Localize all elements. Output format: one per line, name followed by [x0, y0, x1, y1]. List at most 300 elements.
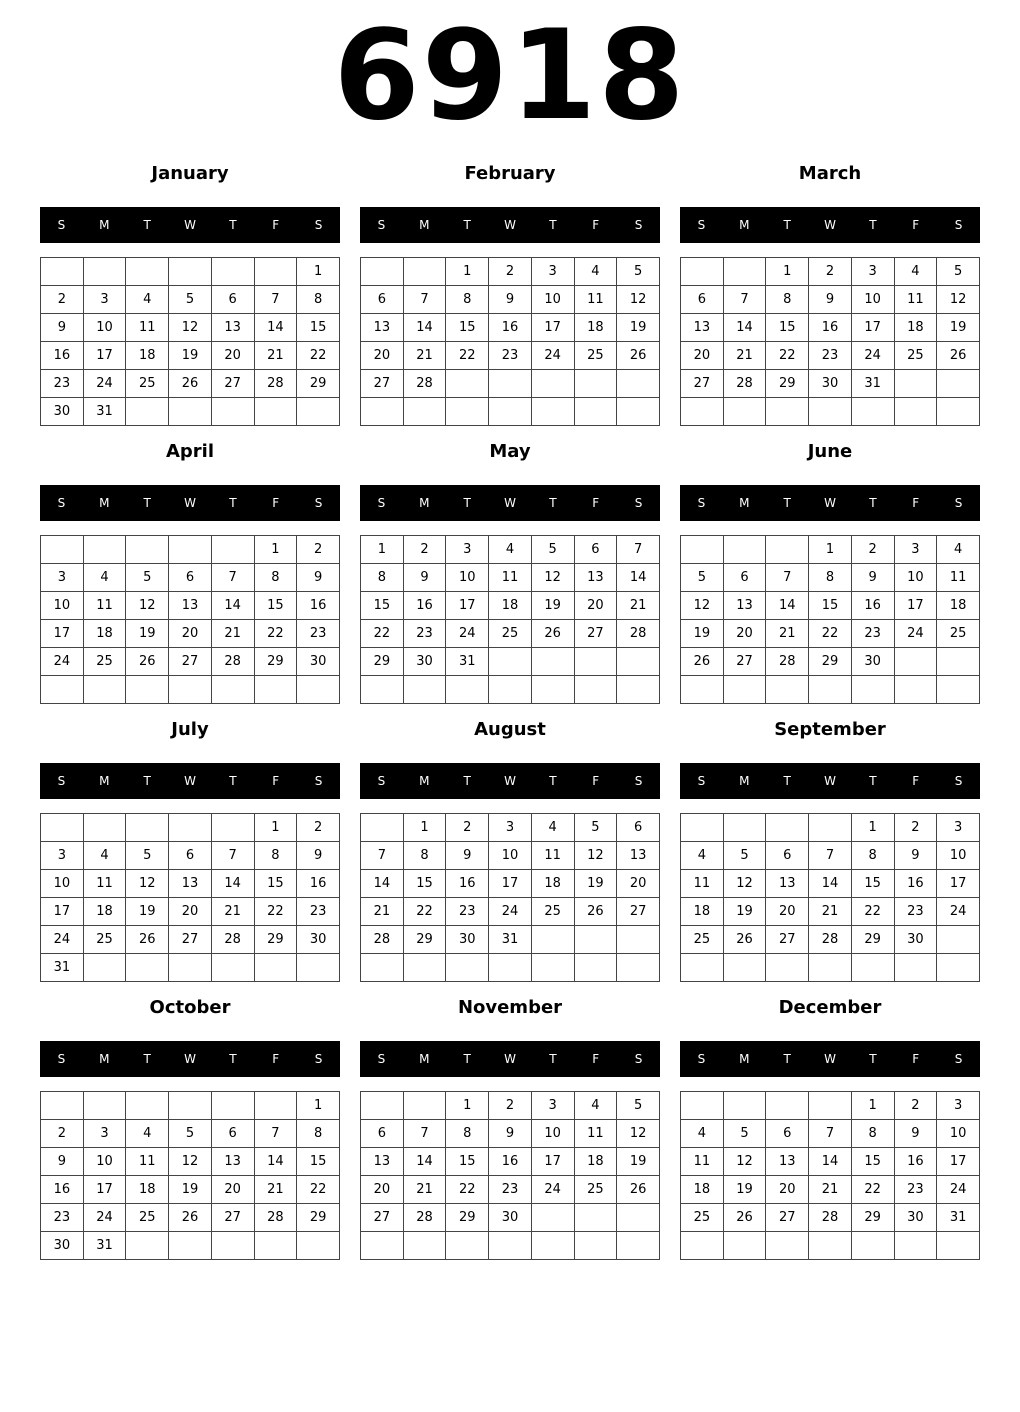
day-cell: 16 [894, 870, 937, 898]
day-cell: 20 [574, 592, 617, 620]
day-cell: 20 [723, 620, 766, 648]
day-cell: 17 [83, 342, 126, 370]
day-cell: 1 [254, 814, 297, 842]
month-january [40, 156, 340, 432]
day-cell [126, 676, 169, 704]
day-cell: 13 [361, 1148, 404, 1176]
day-cell [83, 258, 126, 286]
day-cell: 3 [937, 1092, 980, 1120]
day-cell: 6 [723, 564, 766, 592]
day-cell [574, 676, 617, 704]
day-cell: 30 [41, 1232, 84, 1260]
month-title: December [778, 997, 882, 1018]
week-row [681, 842, 980, 870]
day-cell: 7 [723, 286, 766, 314]
week-row [41, 620, 340, 648]
day-cell: 24 [446, 620, 489, 648]
weekday-header [360, 485, 660, 521]
day-cell: 23 [489, 1176, 532, 1204]
day-cell: 26 [126, 648, 169, 676]
day-cell: 20 [211, 1176, 254, 1204]
weekday-label: W [184, 218, 196, 232]
week-row [41, 898, 340, 926]
day-cell [361, 676, 404, 704]
day-cell [169, 536, 212, 564]
day-cell: 29 [446, 1204, 489, 1232]
week-row [361, 1176, 660, 1204]
day-cell: 2 [403, 536, 446, 564]
day-cell: 29 [254, 926, 297, 954]
weekday-label: M [739, 496, 750, 510]
day-grid [40, 1091, 340, 1260]
day-cell: 13 [766, 870, 809, 898]
day-cell: 2 [446, 814, 489, 842]
day-cell: 8 [297, 1120, 340, 1148]
day-cell [894, 648, 937, 676]
weekday-label: M [419, 496, 430, 510]
day-cell: 10 [851, 286, 894, 314]
weekday-header [360, 1041, 660, 1077]
day-cell [403, 398, 446, 426]
day-cell: 1 [809, 536, 852, 564]
week-row [361, 842, 660, 870]
weekday-label: T [549, 218, 557, 232]
weekday-label: F [592, 774, 600, 788]
day-grid [680, 1091, 980, 1260]
day-cell: 23 [489, 342, 532, 370]
week-row [41, 398, 340, 426]
weekday-label: W [184, 774, 196, 788]
day-cell: 5 [617, 258, 660, 286]
day-cell [41, 536, 84, 564]
day-cell: 24 [489, 898, 532, 926]
week-row [681, 314, 980, 342]
day-cell: 8 [766, 286, 809, 314]
weekday-label: W [824, 218, 836, 232]
day-cell: 7 [809, 842, 852, 870]
weekday-label: S [634, 1052, 643, 1066]
day-cell: 24 [531, 342, 574, 370]
day-cell: 10 [531, 286, 574, 314]
day-cell: 15 [403, 870, 446, 898]
day-cell: 8 [446, 286, 489, 314]
weekday-label: W [184, 1052, 196, 1066]
day-cell: 15 [851, 870, 894, 898]
day-cell: 20 [361, 1176, 404, 1204]
day-cell: 31 [41, 954, 84, 982]
day-cell [297, 398, 340, 426]
day-cell: 11 [894, 286, 937, 314]
day-cell: 25 [937, 620, 980, 648]
day-cell [126, 1232, 169, 1260]
day-cell: 22 [297, 342, 340, 370]
day-cell [681, 676, 724, 704]
day-cell [766, 1092, 809, 1120]
day-cell: 4 [126, 286, 169, 314]
day-cell: 21 [617, 592, 660, 620]
day-cell [489, 370, 532, 398]
day-cell: 22 [766, 342, 809, 370]
day-cell [574, 370, 617, 398]
day-cell: 16 [41, 1176, 84, 1204]
weekday-label: S [954, 774, 963, 788]
day-cell [361, 398, 404, 426]
day-cell: 5 [723, 1120, 766, 1148]
day-cell: 21 [809, 898, 852, 926]
weekday-label: F [592, 218, 600, 232]
weekday-label: M [739, 1052, 750, 1066]
day-cell [937, 370, 980, 398]
day-cell: 8 [403, 842, 446, 870]
day-cell: 14 [361, 870, 404, 898]
day-cell: 15 [254, 870, 297, 898]
month-july [40, 712, 340, 988]
day-cell: 24 [83, 1204, 126, 1232]
day-cell: 3 [531, 1092, 574, 1120]
weekday-label: M [419, 1052, 430, 1066]
month-title: November [457, 997, 563, 1018]
weekday-label: T [463, 1052, 471, 1066]
day-cell [211, 536, 254, 564]
weekday-label: T [549, 1052, 557, 1066]
day-cell: 27 [766, 1204, 809, 1232]
day-cell [254, 954, 297, 982]
day-cell: 12 [126, 870, 169, 898]
day-cell: 25 [574, 342, 617, 370]
day-cell [766, 1232, 809, 1260]
day-cell: 3 [894, 536, 937, 564]
day-cell [574, 648, 617, 676]
week-row [41, 1148, 340, 1176]
day-cell: 2 [489, 1092, 532, 1120]
day-cell: 18 [489, 592, 532, 620]
day-cell: 20 [211, 342, 254, 370]
day-cell: 18 [937, 592, 980, 620]
day-cell: 3 [41, 564, 84, 592]
weekday-label: S [697, 774, 706, 788]
day-cell: 9 [489, 1120, 532, 1148]
day-cell [446, 676, 489, 704]
day-cell [937, 398, 980, 426]
day-cell: 16 [41, 342, 84, 370]
day-cell: 22 [361, 620, 404, 648]
day-cell: 10 [937, 1120, 980, 1148]
day-cell: 14 [809, 870, 852, 898]
day-cell [361, 954, 404, 982]
weekday-label: T [869, 496, 877, 510]
day-cell: 4 [681, 842, 724, 870]
day-cell: 31 [446, 648, 489, 676]
day-cell: 3 [937, 814, 980, 842]
day-cell: 13 [617, 842, 660, 870]
day-cell: 4 [83, 564, 126, 592]
day-cell [894, 398, 937, 426]
day-cell: 16 [851, 592, 894, 620]
day-cell: 5 [937, 258, 980, 286]
day-cell: 23 [894, 898, 937, 926]
weekday-label: T [549, 774, 557, 788]
day-cell: 16 [297, 870, 340, 898]
day-cell: 6 [211, 1120, 254, 1148]
day-cell: 4 [83, 842, 126, 870]
week-row [681, 258, 980, 286]
day-cell: 3 [446, 536, 489, 564]
day-cell [83, 1092, 126, 1120]
day-cell: 26 [723, 1204, 766, 1232]
day-cell: 30 [489, 1204, 532, 1232]
weekday-label: S [377, 1052, 386, 1066]
week-row [361, 314, 660, 342]
day-cell [723, 814, 766, 842]
month-march [680, 156, 980, 432]
day-cell: 26 [723, 926, 766, 954]
day-cell [617, 954, 660, 982]
day-cell: 26 [531, 620, 574, 648]
day-cell: 21 [211, 620, 254, 648]
day-cell: 28 [809, 926, 852, 954]
day-cell: 15 [446, 1148, 489, 1176]
day-cell: 28 [211, 648, 254, 676]
day-cell: 6 [361, 286, 404, 314]
day-cell: 8 [361, 564, 404, 592]
day-cell [723, 398, 766, 426]
day-cell [851, 398, 894, 426]
day-cell: 2 [851, 536, 894, 564]
day-cell: 18 [681, 898, 724, 926]
week-row [361, 620, 660, 648]
day-cell [681, 1092, 724, 1120]
week-row [681, 564, 980, 592]
weekday-label: F [912, 1052, 920, 1066]
weekday-label: S [954, 1052, 963, 1066]
week-row [41, 648, 340, 676]
weekday-label: S [377, 496, 386, 510]
day-cell: 6 [211, 286, 254, 314]
day-cell [254, 676, 297, 704]
day-cell: 28 [766, 648, 809, 676]
day-cell: 29 [809, 648, 852, 676]
week-row [361, 536, 660, 564]
day-cell: 13 [211, 1148, 254, 1176]
day-cell: 30 [41, 398, 84, 426]
day-cell: 30 [446, 926, 489, 954]
day-cell: 24 [83, 370, 126, 398]
day-cell: 19 [531, 592, 574, 620]
weekday-label: W [504, 496, 516, 510]
week-row [361, 1092, 660, 1120]
weekday-label: S [57, 774, 66, 788]
week-row [361, 1232, 660, 1260]
weekday-label: F [272, 218, 280, 232]
week-row [41, 342, 340, 370]
day-cell: 12 [617, 286, 660, 314]
day-cell: 7 [403, 286, 446, 314]
week-row [41, 592, 340, 620]
day-cell [937, 676, 980, 704]
day-cell: 26 [169, 1204, 212, 1232]
week-row [361, 898, 660, 926]
week-row [41, 870, 340, 898]
day-cell: 6 [617, 814, 660, 842]
day-cell: 14 [617, 564, 660, 592]
day-cell [851, 954, 894, 982]
week-row [41, 814, 340, 842]
day-cell: 27 [169, 648, 212, 676]
day-cell: 20 [766, 1176, 809, 1204]
day-cell: 25 [126, 1204, 169, 1232]
weekday-label: S [377, 218, 386, 232]
weekday-label: T [463, 774, 471, 788]
day-cell: 23 [851, 620, 894, 648]
day-cell: 4 [894, 258, 937, 286]
weekday-label: M [739, 218, 750, 232]
day-cell [126, 536, 169, 564]
week-row [41, 842, 340, 870]
weekday-label: T [869, 218, 877, 232]
day-grid [680, 535, 980, 704]
day-cell [809, 954, 852, 982]
year-title: 6918 [333, 4, 687, 148]
day-cell: 6 [361, 1120, 404, 1148]
day-cell [681, 1232, 724, 1260]
day-cell [894, 676, 937, 704]
day-cell: 30 [894, 926, 937, 954]
day-cell: 10 [41, 592, 84, 620]
day-cell: 21 [403, 342, 446, 370]
month-title: May [489, 441, 531, 462]
day-cell: 4 [531, 814, 574, 842]
weekday-label: F [912, 774, 920, 788]
day-cell: 21 [211, 898, 254, 926]
day-cell: 14 [254, 1148, 297, 1176]
day-cell: 9 [446, 842, 489, 870]
weekday-header [680, 485, 980, 521]
week-row [681, 1232, 980, 1260]
day-cell [531, 648, 574, 676]
day-grid [680, 257, 980, 426]
day-cell: 2 [894, 1092, 937, 1120]
weekday-label: T [783, 496, 791, 510]
day-cell: 7 [766, 564, 809, 592]
day-cell: 24 [894, 620, 937, 648]
day-cell: 23 [297, 898, 340, 926]
day-cell: 2 [297, 814, 340, 842]
day-cell [766, 676, 809, 704]
weekday-label: W [824, 774, 836, 788]
day-cell: 18 [531, 870, 574, 898]
day-cell [574, 1204, 617, 1232]
day-cell: 4 [126, 1120, 169, 1148]
day-cell [489, 398, 532, 426]
week-row [681, 592, 980, 620]
day-cell: 4 [937, 536, 980, 564]
day-cell: 27 [361, 1204, 404, 1232]
day-cell: 13 [766, 1148, 809, 1176]
day-cell [361, 814, 404, 842]
day-cell: 6 [766, 842, 809, 870]
day-cell: 1 [297, 258, 340, 286]
day-cell: 9 [809, 286, 852, 314]
day-cell: 11 [681, 1148, 724, 1176]
day-cell: 25 [489, 620, 532, 648]
day-cell: 20 [169, 898, 212, 926]
day-cell [809, 676, 852, 704]
weekday-label: S [377, 774, 386, 788]
day-cell [531, 1204, 574, 1232]
day-cell: 10 [83, 1148, 126, 1176]
weekday-header [40, 485, 340, 521]
day-cell: 9 [894, 1120, 937, 1148]
weekday-label: T [229, 1052, 237, 1066]
day-cell: 18 [894, 314, 937, 342]
day-cell: 31 [83, 398, 126, 426]
week-row [681, 1092, 980, 1120]
day-cell: 30 [297, 648, 340, 676]
week-row [681, 676, 980, 704]
day-cell [531, 676, 574, 704]
day-grid [40, 257, 340, 426]
day-cell: 8 [297, 286, 340, 314]
day-cell [254, 1092, 297, 1120]
week-row [41, 1232, 340, 1260]
weekday-label: S [57, 496, 66, 510]
day-cell: 13 [723, 592, 766, 620]
day-cell [489, 1232, 532, 1260]
day-cell: 12 [937, 286, 980, 314]
day-cell [766, 398, 809, 426]
weekday-header [360, 207, 660, 243]
day-cell: 8 [851, 1120, 894, 1148]
day-cell: 14 [766, 592, 809, 620]
day-cell: 27 [681, 370, 724, 398]
day-cell: 9 [297, 564, 340, 592]
day-cell: 29 [851, 1204, 894, 1232]
day-cell [361, 1092, 404, 1120]
day-cell: 17 [851, 314, 894, 342]
day-cell [809, 398, 852, 426]
week-row [361, 286, 660, 314]
day-cell: 30 [809, 370, 852, 398]
day-cell [531, 398, 574, 426]
day-cell [489, 954, 532, 982]
day-cell [41, 676, 84, 704]
day-cell [937, 926, 980, 954]
day-cell: 1 [446, 258, 489, 286]
day-cell [531, 926, 574, 954]
day-cell: 20 [766, 898, 809, 926]
day-cell [169, 1232, 212, 1260]
day-grid [360, 813, 660, 982]
weekday-header [40, 207, 340, 243]
day-cell [211, 1092, 254, 1120]
weekday-label: T [869, 1052, 877, 1066]
day-cell [574, 398, 617, 426]
day-cell: 11 [531, 842, 574, 870]
day-cell [126, 398, 169, 426]
weekday-label: F [592, 1052, 600, 1066]
weekday-label: T [463, 218, 471, 232]
day-cell [723, 536, 766, 564]
day-cell [681, 536, 724, 564]
weekday-label: S [697, 1052, 706, 1066]
weekday-label: T [783, 218, 791, 232]
day-cell: 27 [211, 1204, 254, 1232]
day-cell: 14 [809, 1148, 852, 1176]
weekday-label: M [99, 774, 110, 788]
week-row [41, 1120, 340, 1148]
day-cell: 19 [937, 314, 980, 342]
day-cell: 16 [297, 592, 340, 620]
